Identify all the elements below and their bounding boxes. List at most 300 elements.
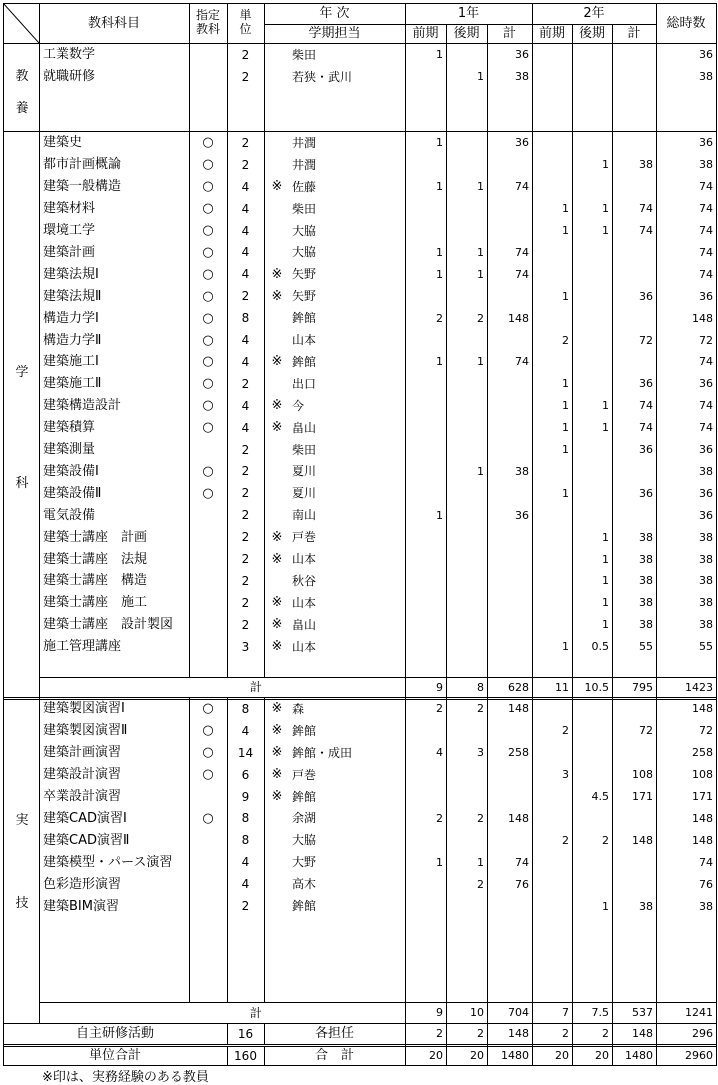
hours-y1t	[487, 526, 532, 548]
designated-mark: ○	[202, 179, 214, 195]
hours-y1t	[487, 614, 532, 636]
hours-y2a	[532, 851, 572, 873]
col-line	[264, 697, 265, 1002]
teacher-name: 大野	[292, 855, 317, 870]
hours-y2t: 148	[632, 833, 653, 847]
subtotal-y1a: 9	[436, 680, 443, 694]
hours-y1a	[405, 720, 446, 742]
hours-y1a	[405, 461, 446, 483]
hours-y1t	[487, 636, 532, 658]
hours-y1t	[487, 592, 532, 614]
practitioner-mark	[266, 439, 288, 461]
hours-y1t	[487, 570, 532, 592]
hours-y2t: 74	[639, 202, 653, 216]
header-col-line	[405, 3, 406, 43]
credits-value: 14	[237, 745, 254, 760]
teacher-name: 余湖	[292, 811, 317, 826]
hours-y2t	[612, 808, 656, 830]
subject-name: 建築史	[43, 135, 83, 151]
total-hours-value: 74	[699, 202, 713, 216]
header-col-line	[39, 3, 40, 43]
credits-value: 2	[241, 289, 250, 304]
designated-mark	[189, 44, 227, 66]
hours-y1t: 74	[515, 245, 529, 259]
hours-y2a	[532, 614, 572, 636]
hours-y1b: 1	[477, 355, 484, 369]
total-hours-value: 38	[699, 552, 713, 566]
section-divider	[3, 1023, 716, 1024]
hours-y2b	[572, 373, 612, 395]
subject-name: 建築CAD演習Ⅱ	[43, 832, 130, 848]
hours-y2t: 38	[639, 530, 653, 544]
hours-y1b	[446, 764, 487, 786]
teacher-name: 戸巻	[292, 767, 317, 782]
hours-y1b	[446, 154, 487, 176]
subject-name: 建築一般構造	[43, 179, 122, 195]
practitioner-mark: ※	[271, 767, 283, 783]
subtotal-y2t: 537	[632, 1006, 653, 1019]
practitioner-mark	[266, 895, 288, 917]
col-line	[572, 43, 573, 1065]
self-study-total: 296	[692, 1027, 713, 1040]
hours-y1b: 2	[477, 811, 484, 825]
col-line	[227, 697, 228, 1002]
total-hours-value: 38	[699, 530, 713, 544]
hours-y2t: 38	[639, 618, 653, 632]
hours-y2t: 38	[639, 596, 653, 610]
hours-y1b	[446, 614, 487, 636]
col-line	[612, 43, 613, 1065]
hours-y2b: 4.5	[591, 790, 609, 804]
practitioner-mark	[266, 198, 288, 220]
hours-y2a	[532, 570, 572, 592]
teacher-name: 矢野	[292, 289, 317, 304]
header-diagonal	[3, 3, 39, 43]
hours-y2t: 36	[639, 377, 653, 391]
hours-y1t: 38	[515, 70, 529, 84]
hours-y2a	[532, 66, 572, 88]
hours-y2b	[572, 66, 612, 88]
subject-name: 建築CAD演習Ⅰ	[43, 810, 127, 826]
self-study-y2a: 2	[562, 1027, 569, 1040]
header-subject: 教科科目	[87, 15, 140, 31]
total-hours-value: 36	[699, 508, 713, 522]
hours-y2b	[572, 307, 612, 329]
hours-y1t	[487, 764, 532, 786]
hours-y2a	[532, 873, 572, 895]
hours-y1t	[487, 285, 532, 307]
teacher-name: 戸巻	[292, 530, 317, 545]
hours-y1a	[405, 154, 446, 176]
credits-value: 2	[241, 69, 250, 84]
hours-y1a: 1	[436, 180, 443, 194]
header-year1: 1年	[457, 6, 480, 21]
teacher-name: 山本	[292, 639, 317, 654]
total-hours-value: 74	[699, 855, 713, 869]
hours-y2b	[572, 698, 612, 720]
teacher-name: 大脇	[292, 833, 317, 848]
total-hours-value: 72	[699, 724, 713, 738]
credits-value: 2	[241, 530, 250, 545]
hours-y1t	[487, 417, 532, 439]
hours-y1b: 1	[477, 70, 484, 84]
header-col-line	[612, 24, 613, 43]
grand-total-total: 2960	[685, 1049, 713, 1062]
hours-y2b	[572, 873, 612, 895]
teacher-name: 井潤	[292, 157, 317, 172]
hours-y2b	[572, 764, 612, 786]
hours-y2a	[532, 742, 572, 764]
hours-y2b: 1	[602, 574, 609, 588]
hours-y2b	[572, 742, 612, 764]
credits-value: 2	[241, 595, 250, 610]
hours-y1a: 1	[436, 508, 443, 522]
col-line	[405, 43, 406, 1065]
hours-y2t	[612, 242, 656, 264]
credits-value: 2	[241, 47, 250, 62]
total-hours-value: 38	[699, 158, 713, 172]
hours-y2t: 74	[639, 224, 653, 238]
grand-total-y2b: 20	[595, 1049, 609, 1062]
subtotal-total: 1423	[685, 680, 713, 694]
designated-mark: ○	[202, 266, 214, 282]
hours-y1b	[446, 720, 487, 742]
hours-y1b: 2	[477, 311, 484, 325]
hours-y1b	[446, 395, 487, 417]
table-border	[3, 3, 4, 1066]
practitioner-mark	[266, 829, 288, 851]
credits-value: 8	[241, 701, 250, 716]
designated-mark: ○	[202, 332, 214, 348]
col-line	[227, 43, 228, 677]
subtotal-y2b: 10.5	[584, 680, 609, 694]
hours-y2a: 1	[562, 377, 569, 391]
credits-value: 4	[241, 723, 250, 738]
subject-name: 建築測量	[43, 442, 96, 458]
col-line	[189, 43, 190, 677]
subtotal-label: 計	[249, 1005, 262, 1020]
hours-y2b: 1	[602, 596, 609, 610]
hours-y1b	[446, 44, 487, 66]
hours-y2a: 1	[562, 202, 569, 216]
hours-y2t: 108	[632, 768, 653, 782]
hours-y2t	[612, 742, 656, 764]
hours-y1t	[487, 895, 532, 917]
teacher-name: 森	[292, 701, 305, 716]
hours-y1t: 36	[515, 48, 529, 62]
total-hours-value: 74	[699, 267, 713, 281]
header-total-hours: 総時数	[666, 15, 706, 31]
subtotal-y1t: 628	[508, 680, 529, 694]
hours-y1a	[405, 548, 446, 570]
teacher-name: 山本	[292, 552, 317, 567]
hours-y1b	[446, 526, 487, 548]
designated-mark	[189, 439, 227, 461]
self-study-label: 自主研修活動	[75, 1026, 154, 1041]
hours-y2t	[612, 873, 656, 895]
subtotal-y2a: 7	[562, 1006, 569, 1019]
hours-y1t	[487, 829, 532, 851]
hours-y2t: 74	[639, 399, 653, 413]
hours-y2b	[572, 808, 612, 830]
hours-y2b	[572, 285, 612, 307]
credits-value: 4	[241, 354, 250, 369]
section-label: 養	[15, 101, 29, 116]
total-hours-value: 74	[699, 245, 713, 259]
hours-y1t: 148	[508, 811, 529, 825]
teacher-name: 矢野	[292, 267, 317, 282]
hours-y1b	[446, 786, 487, 808]
designated-mark: ○	[202, 745, 214, 761]
section-label: 技	[15, 896, 29, 911]
practitioner-mark: ※	[271, 789, 283, 805]
credits-value: 4	[241, 201, 250, 216]
hours-y2t: 38	[639, 574, 653, 588]
hours-y1t	[487, 720, 532, 742]
teacher-name: 鉾館	[292, 899, 317, 914]
designated-mark: ○	[202, 223, 214, 239]
total-hours-value: 171	[692, 790, 713, 804]
subject-name: 建築計画演習	[43, 745, 122, 761]
self-study-y2t: 148	[632, 1027, 653, 1040]
subtotal-y1b: 8	[477, 680, 484, 694]
col-line	[487, 43, 488, 1065]
teacher-name: 夏川	[292, 464, 317, 479]
subject-name: 建築BIM演習	[43, 898, 119, 914]
practitioner-mark: ※	[271, 701, 283, 717]
hours-y1t	[487, 548, 532, 570]
hours-y1t: 148	[508, 311, 529, 325]
header-col-line	[572, 24, 573, 43]
hours-y2t: 38	[639, 899, 653, 913]
col-line	[189, 697, 190, 1002]
hours-y1a	[405, 786, 446, 808]
col-line	[39, 43, 40, 1023]
hours-y1b	[446, 329, 487, 351]
practitioner-mark	[266, 66, 288, 88]
practitioner-mark: ※	[271, 398, 283, 414]
hours-y1t: 74	[515, 855, 529, 869]
credits-value: 4	[241, 877, 250, 892]
hours-y2b: 1	[602, 421, 609, 435]
section-divider	[3, 699, 716, 700]
hours-y2t	[612, 698, 656, 720]
total-hours-value: 148	[692, 702, 713, 716]
teacher-name: 畠山	[292, 420, 317, 435]
hours-y2b: 1	[602, 552, 609, 566]
section-label: 実	[15, 813, 29, 828]
credits-value: 2	[241, 552, 250, 567]
section-label: 科	[15, 476, 29, 491]
total-hours-value: 36	[699, 289, 713, 303]
hours-y1a	[405, 764, 446, 786]
hours-y1b	[446, 417, 487, 439]
credits-value: 2	[241, 442, 250, 457]
designated-mark: ○	[202, 157, 214, 173]
hours-y2a	[532, 895, 572, 917]
designated-mark	[189, 873, 227, 895]
total-hours-value: 38	[699, 464, 713, 478]
subject-name: 建築設備Ⅰ	[43, 463, 99, 479]
hours-y2b: 1	[602, 224, 609, 238]
total-hours-value: 55	[699, 640, 713, 654]
hours-y2a	[532, 526, 572, 548]
subject-name: 建築士講座 構造	[43, 573, 148, 589]
hours-y2b: 1	[602, 202, 609, 216]
teacher-name: 大脇	[292, 223, 317, 238]
hours-y1b	[446, 198, 487, 220]
subject-name: 卒業設計演習	[43, 789, 122, 805]
hours-y1t	[487, 154, 532, 176]
credits-value: 2	[241, 486, 250, 501]
subject-name: 建築法規Ⅱ	[43, 288, 102, 304]
hours-y1a	[405, 439, 446, 461]
hours-y1t	[487, 198, 532, 220]
hours-y2b	[572, 132, 612, 154]
total-hours-value: 148	[692, 311, 713, 325]
hours-y2b: 1	[602, 618, 609, 632]
total-hours-value: 36	[699, 48, 713, 62]
hours-y2t	[612, 263, 656, 285]
hours-y1b	[446, 592, 487, 614]
teacher-name: 出口	[292, 376, 317, 391]
hours-y1a	[405, 482, 446, 504]
credits-value: 6	[241, 767, 250, 782]
teacher-name: 高木	[292, 877, 317, 892]
hours-y1b	[446, 373, 487, 395]
header-y1-total: 計	[502, 26, 516, 41]
hours-y2t: 74	[639, 421, 653, 435]
hours-y2t	[612, 351, 656, 373]
total-hours-value: 38	[699, 574, 713, 588]
subtotal-line	[39, 677, 716, 678]
hours-y1a: 1	[436, 267, 443, 281]
teacher-name: 柴田	[292, 47, 317, 62]
subject-name: 構造力学Ⅱ	[43, 332, 102, 348]
grand-total-y2t: 1480	[625, 1049, 653, 1062]
hours-y2a	[532, 176, 572, 198]
hours-y2t: 55	[639, 640, 653, 654]
hours-y1t: 74	[515, 180, 529, 194]
col-line	[532, 43, 533, 1065]
practitioner-mark: ※	[271, 723, 283, 739]
hours-y2b	[572, 720, 612, 742]
hours-y1b: 1	[477, 267, 484, 281]
grand-total-y1t: 1480	[501, 1049, 529, 1062]
section-label: 教	[15, 69, 29, 84]
hours-y2b	[572, 263, 612, 285]
hours-y1a	[405, 198, 446, 220]
practitioner-mark: ※	[271, 288, 283, 304]
teacher-name: 佐藤	[292, 179, 317, 194]
header-year-label: 年 次	[319, 6, 350, 21]
hours-y1a: 4	[436, 746, 443, 760]
practitioner-mark	[266, 373, 288, 395]
col-line	[227, 1023, 228, 1044]
designated-mark	[189, 592, 227, 614]
credits-value: 9	[241, 789, 250, 804]
subject-name: 就職研修	[43, 69, 96, 85]
teacher-name: 鉾館	[292, 789, 317, 804]
grand-total-y1a: 20	[429, 1049, 443, 1062]
subject-name: 施工管理講座	[43, 639, 122, 655]
practitioner-mark	[266, 461, 288, 483]
hours-y2a	[532, 592, 572, 614]
hours-y2a: 1	[562, 224, 569, 238]
hours-y1b: 1	[477, 464, 484, 478]
header-col-line	[446, 24, 447, 43]
credits-value: 4	[241, 179, 250, 194]
self-study-y1b: 2	[477, 1027, 484, 1040]
subject-name: 建築積算	[43, 420, 96, 436]
designated-mark: ○	[202, 376, 214, 392]
hours-y1b: 2	[477, 702, 484, 716]
hours-y1a	[405, 220, 446, 242]
col-line	[264, 1046, 265, 1065]
practitioner-mark	[266, 570, 288, 592]
teacher-name: 鉾館・成田	[292, 745, 353, 760]
teacher-name: 鉾館	[292, 311, 317, 326]
hours-y2t: 72	[639, 724, 653, 738]
hours-y2b: 0.5	[591, 640, 609, 654]
total-hours-value: 74	[699, 355, 713, 369]
hours-y2t	[612, 176, 656, 198]
hours-y1b: 1	[477, 245, 484, 259]
table-border	[716, 3, 717, 1066]
subject-name: 建築設計演習	[43, 767, 122, 783]
hours-y2t	[612, 851, 656, 873]
hours-y1a	[405, 829, 446, 851]
credits-value: 2	[241, 617, 250, 632]
hours-y2b	[572, 329, 612, 351]
practitioner-mark: ※	[271, 745, 283, 761]
section-divider	[3, 1046, 716, 1047]
hours-y1b	[446, 285, 487, 307]
header-y1-second: 後期	[453, 26, 480, 41]
hours-y2t	[612, 307, 656, 329]
practitioner-mark: ※	[271, 551, 283, 567]
hours-y1t	[487, 220, 532, 242]
hours-y1t	[487, 373, 532, 395]
col-line	[446, 43, 447, 1065]
hours-y2b: 1	[602, 158, 609, 172]
header-col-line	[532, 3, 533, 43]
hours-y2a	[532, 461, 572, 483]
practitioner-mark: ※	[271, 595, 283, 611]
hours-y1a: 1	[436, 245, 443, 259]
practitioner-mark: ※	[271, 179, 283, 195]
total-hours-value: 36	[699, 136, 713, 150]
hours-y1a	[405, 526, 446, 548]
hours-y1a: 1	[436, 855, 443, 869]
subject-name: 建築模型・パース演習	[43, 854, 173, 870]
hours-y2a	[532, 44, 572, 66]
hours-y2t	[612, 66, 656, 88]
subject-name: 都市計画概論	[43, 157, 122, 173]
hours-y1a	[405, 395, 446, 417]
hours-y2a: 1	[562, 399, 569, 413]
self-study-y2b: 2	[602, 1027, 609, 1040]
grand-total-teacher: 合 計	[314, 1048, 354, 1063]
col-line	[656, 43, 657, 1065]
total-hours-value: 38	[699, 596, 713, 610]
footnote: ※印は、実務経験のある教員	[42, 1070, 209, 1085]
credits-value: 2	[241, 157, 250, 172]
subtotal-y2a: 11	[555, 680, 569, 694]
self-study-y1a: 2	[436, 1027, 443, 1040]
hours-y1b: 3	[477, 746, 484, 760]
hours-y1a: 1	[436, 136, 443, 150]
